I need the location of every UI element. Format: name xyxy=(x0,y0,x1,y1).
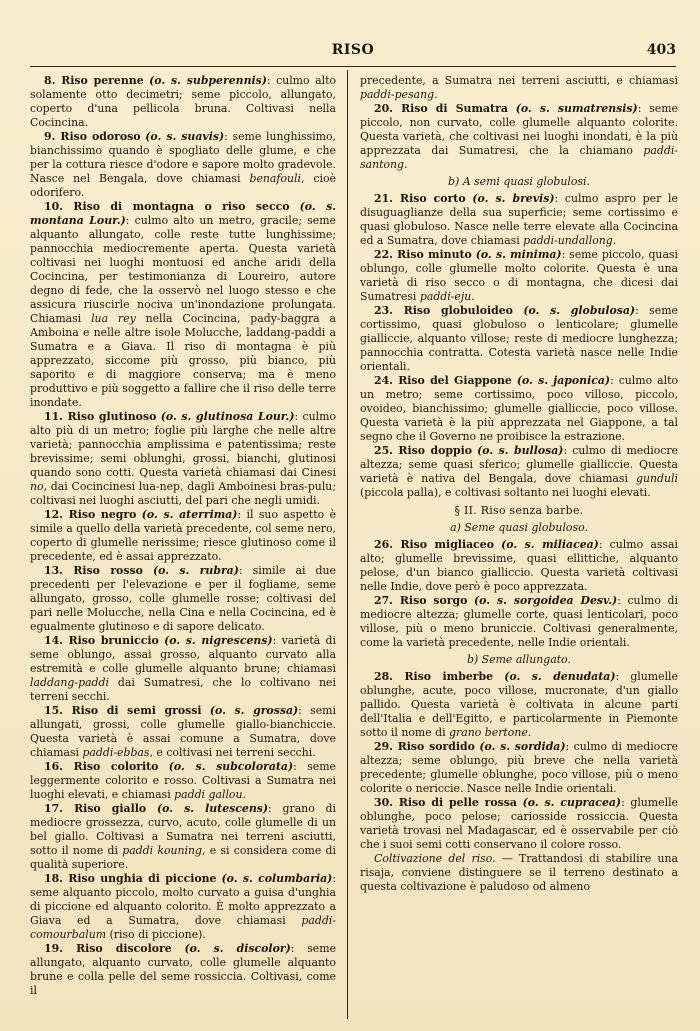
variety-name: 28. Riso imberbe xyxy=(374,670,494,683)
entry-text: : seme alquanto piccolo, molto curvato a guisa d'unghia di piccione ed alquanto colorito. È molto apprezzato a Giava ed a Sumatra, dove chiamasi xyxy=(30,872,336,927)
local-name: paddi-comourbalum xyxy=(30,914,336,941)
variety-name: 11. Riso glutinoso xyxy=(44,410,157,423)
local-name: paddi-santong xyxy=(360,144,678,171)
subsection-heading: b) A semi quasi globulosi. xyxy=(448,175,590,188)
left-column xyxy=(30,74,336,998)
entry-text: : culmo di mediocre altezza; seme oblungo, più breve che nella varietà precedente; glumelle oblunghe, poco villose, più o meno colorite o nericcie. Nasce nelle Indie orientali. xyxy=(360,740,678,795)
variety-name: 26. Riso migliaceo xyxy=(374,538,494,551)
scientific-name: (o. s. bullosa) xyxy=(477,444,564,457)
entry-text: : seme cortissimo, quasi globuloso o lenticolare; glumelle gialliccie, alquanto villose; reste di mediocre lunghezza; pannocchia contratta. Cotesta varietà nasce nelle Indie orientali. xyxy=(360,304,678,373)
column-divider xyxy=(347,70,348,1019)
scientific-name: (o. s. montana Lour.) xyxy=(30,200,336,227)
local-name: paddi-eju xyxy=(419,290,472,303)
local-name: lua rey xyxy=(91,312,136,325)
local-name: no xyxy=(30,480,44,493)
local-name: paddi kouning xyxy=(122,844,203,857)
variety-name: 24. Riso del Giappone xyxy=(374,374,512,387)
scientific-name: (o. s. cupracea) xyxy=(522,796,622,809)
local-name: benafouli xyxy=(249,172,301,185)
variety-entry xyxy=(360,102,678,172)
variety-entry xyxy=(30,508,336,564)
entry-text-tail: dai Sumatresi, che lo coltivano nei terreni secchi. xyxy=(30,676,336,703)
variety-name: 13. Riso rosso xyxy=(44,564,143,577)
scientific-name: (o. s. aterrima) xyxy=(141,508,238,521)
subsection-heading: b) Seme allungato. xyxy=(467,653,571,666)
variety-name: 16. Riso colorito xyxy=(44,760,159,773)
variety-entry xyxy=(360,304,678,374)
entry-text-tail: . xyxy=(612,234,617,247)
local-name: paddi-undallong xyxy=(523,234,613,247)
entry-text: : seme lunghissimo, bianchissimo quando è spogliato delle glume, e che per la cottura riesce d'odore e sapore molto gradevole. Nasce nel Bengala, dove chiamasi xyxy=(30,130,336,185)
entry-text: : semi allungati, grossi, colle glumelle giallo-bianchiccie. Questa varietà è assai comune a Sumatra, dove chiamasi xyxy=(30,704,336,759)
entry-text: : culmo alto più di un metro; foglie più larghe che nelle altre varietà; pannocchia amplissima e patentissima; reste brevissime; semi oblunghi, grossi, bianchi, glutinosi quando sono cotti. Questa varietà chiamasi dai Cinesi xyxy=(30,410,336,479)
variety-entry xyxy=(30,942,336,998)
variety-name: 30. Riso di pelle rossa xyxy=(374,796,517,809)
variety-name: 21. Riso corto xyxy=(374,192,466,205)
variety-entry xyxy=(360,248,678,304)
variety-name: 20. Riso di Sumatra xyxy=(374,102,508,115)
entry-text: : simile ai due precedenti per l'elevazione e per il fogliame, seme allungato, grosso, colle glumelle rosse; coltivasi del pari nelle Molucche, nella Cina e nella Cocincina, ed è egualmente glutinoso e di sapore delicato. xyxy=(30,564,336,633)
right-column xyxy=(360,74,678,894)
local-name: laddang-paddi xyxy=(30,676,109,689)
variety-entry xyxy=(30,802,336,872)
variety-name: 25. Riso doppio xyxy=(374,444,472,457)
entry-text-tail: , cioè odorifero. xyxy=(30,172,336,199)
scientific-name: (o. s. glutinosa Lour.) xyxy=(160,410,295,423)
variety-entry xyxy=(30,634,336,704)
scientific-name: (o. s. miliacea) xyxy=(501,538,599,551)
entry-text-tail: , dai Cocincinesi lua-nep, dagli Amboinesi bras-pulu; coltivasi nei luoghi asciutti, del pari che negli umidi. xyxy=(30,480,336,507)
entry-text: : glumelle oblunghe, poco pelose; cariosside rossiccia. Questa varietà trovasi nel Madagascar, ed è osservabile per ciò che i suoi semi cotti conservano il colore rosso. xyxy=(360,796,678,851)
scientific-name: (o. s. minima) xyxy=(475,248,562,261)
variety-entry xyxy=(360,538,678,594)
variety-name: 12. Riso negro xyxy=(44,508,137,521)
variety-name: 27. Riso sorgo xyxy=(374,594,468,607)
scientific-name: (o. s. columbaria) xyxy=(221,872,333,885)
entry-text: : culmo alto un metro, gracile; seme alquanto allungato, colle reste tutte lunghissime; pannocchia mediocremente aperta. Questa varietà coltivasi nei luoghi montuosi ed anche aridi della Cocincina, per testimonianza di Loureiro, autore degno di fede, che la osservò nel luogo stesso e che assicura riuscirle nociva un'inondazione prolungata. Chiamasi xyxy=(30,214,336,325)
variety-name: 9. Riso odoroso xyxy=(44,130,141,143)
entry-text: precedente, a Sumatra nei terreni asciutti, e chiamasi xyxy=(360,74,678,87)
entry-text-tail: . xyxy=(471,290,475,303)
scientific-name: (o. s. discolor) xyxy=(184,942,291,955)
entry-text: : seme piccolo, quasi oblungo, colle glumelle molto colorite. Questa è una varietà di riso secco o di montagna, che dicesi dai Sumatresi xyxy=(360,248,679,303)
variety-entry xyxy=(360,74,678,102)
scientific-name: (o. s. globulosa) xyxy=(523,304,636,317)
variety-entry xyxy=(360,444,678,500)
entry-text-tail: . xyxy=(434,88,438,101)
variety-entry xyxy=(360,852,678,894)
variety-name: 8. Riso perenne xyxy=(44,74,144,87)
entry-text-tail: . xyxy=(527,726,532,739)
scientific-name: (o. s. rubra) xyxy=(152,564,239,577)
entry-text: : varietà di seme oblungo, assai grosso, alquanto curvato alla estremità e colle glumelle alquanto brune; chiamasi xyxy=(30,634,336,675)
variety-name: 29. Riso sordido xyxy=(374,740,475,753)
variety-name: 15. Riso di semi grossi xyxy=(44,704,202,717)
entry-text: : glumelle oblunghe, acute, poco villose, mucronate, d'un giallo pallido. Questa varietà è coltivata in alcune parti dell'Italia e dell'Egitto, e particolarmente in Piemonte sotto il nome di xyxy=(360,670,678,739)
entry-text: : seme allungato, alquanto curvato, colle glumelle alquanto brune e colla pelle del seme rossiccia. Coltivasi, come il xyxy=(30,942,337,997)
entry-text: : il suo aspetto è simile a quello della varietà precedente, col seme nero, coperto di glumelle nerissime; riesce glutinoso come il precedente, ed è assai apprezzato. xyxy=(30,508,336,563)
scientific-name: (o. s. suavis) xyxy=(145,130,225,143)
variety-entry xyxy=(360,740,678,796)
entry-text-tail: , e si considera come di qualità superiore. xyxy=(30,844,336,871)
paragraph-heading: Coltivazione del riso. xyxy=(374,852,496,865)
scientific-name: (o. s. denudata) xyxy=(504,670,616,683)
variety-entry xyxy=(360,374,678,444)
scientific-name: (o. s. sordida) xyxy=(479,740,566,753)
scientific-name: (o. s. brevis) xyxy=(472,192,555,205)
scientific-name: (o. s. grossa) xyxy=(209,704,299,717)
variety-name: 19. Riso discolore xyxy=(44,942,172,955)
entry-text: : culmo di mediocre altezza; glumelle corte, quasi lenticolari, poco villose, più o meno bruniccie. Coltivasi generalmente, come la varietà precedente, nelle Indie orientali. xyxy=(360,594,678,649)
section-heading: § II. Riso senza barbe. xyxy=(454,504,584,517)
variety-name: 22. Riso minuto xyxy=(374,248,472,261)
entry-text-tail: . xyxy=(242,788,246,801)
variety-entry xyxy=(360,192,678,248)
variety-entry xyxy=(30,74,336,130)
local-name: gunduli xyxy=(636,472,678,485)
running-header xyxy=(30,42,676,66)
header-rule xyxy=(30,66,676,67)
entry-text: : seme piccolo, non curvato, colle glumelle alquanto colorite. Questa varietà, che coltivasi nei luoghi inondati, è la più apprezzata dai Sumatresi, che la chiamano xyxy=(360,102,678,157)
entry-text: : culmo alto solamente otto decimetri; seme piccolo, allungato, coperto d'una pellicola bruna. Coltivasi nella Cocincina. xyxy=(30,74,336,129)
entry-text: : culmo aspro per le disuguaglianze della sua superficie; seme cortissimo e quasi globuloso. Nasce nelle terre elevate alla Cocincina ed a Sumatra, dove chiamasi xyxy=(360,192,678,247)
local-name: paddi gallou xyxy=(174,788,243,801)
entry-text-tail: . xyxy=(404,158,408,171)
entry-text: : grano di mediocre grossezza, curvo, acuto, colle glumelle di un bel giallo. Coltivasi a Sumatra nei terreni asciutti, sotto il nome di xyxy=(30,802,337,857)
variety-entry xyxy=(30,760,336,802)
scientific-name: (o. s. sumatrensis) xyxy=(515,102,638,115)
scientific-name: (o. s. sorgoidea Desv.) xyxy=(474,594,618,607)
entry-text: : culmo alto un metro; seme cortissimo, poco villoso, piccolo, ovoideo, bianchissimo; glumelle gialliccie, poco villose. Questa varietà è la più apprezzata nel Giappone, a tal segno che il Governo ne proibisce la estrazione. xyxy=(360,374,679,443)
variety-entry xyxy=(30,872,336,942)
entry-text-tail: (riso di piccione). xyxy=(106,928,206,941)
variety-name: 10. Riso di montagna o riso secco xyxy=(44,200,290,213)
variety-entry xyxy=(360,594,678,650)
entry-text-tail: , e coltivasi nei terreni secchi. xyxy=(149,746,316,759)
scientific-name: (o. s. subperennis) xyxy=(149,74,267,87)
entry-text: : seme leggermente colorito e rosso. Coltivasi a Sumatra nei luoghi elevati, e chiamasi xyxy=(30,760,336,801)
variety-entry xyxy=(30,564,336,634)
variety-entry xyxy=(30,130,336,200)
scientific-name: (o. s. subcolorata) xyxy=(168,760,294,773)
scientific-name: (o. s. lutescens) xyxy=(156,802,269,815)
variety-name: 14. Riso bruniccio xyxy=(44,634,159,647)
variety-entry xyxy=(360,670,678,740)
variety-name: 23. Riso globuloideo xyxy=(374,304,513,317)
local-name: paddi-ebbas xyxy=(82,746,150,759)
variety-entry xyxy=(30,410,336,508)
entry-text-tail: (piccola palla), e coltivasi soltanto nei luoghi elevati. xyxy=(360,486,651,499)
page-title: RISO xyxy=(331,42,375,58)
variety-name: 18. Riso unghia di piccione xyxy=(44,872,217,885)
variety-entry xyxy=(30,200,336,410)
entry-text: : culmo di mediocre altezza; seme quasi sferico; glumelle gialliccie. Questa varietà è nativa del Bengala, dove chiamasi xyxy=(360,444,678,485)
page-number: 403 xyxy=(646,42,676,58)
local-name: grano bertone xyxy=(449,726,528,739)
scientific-name: (o. s. nigrescens) xyxy=(164,634,273,647)
entry-text: — Trattandosi di stabilire una risaja, conviene distinguere se il terreno destinato a questa coltivazione è paludoso od almeno xyxy=(360,852,678,893)
entry-text: : culmo assai alto; glumelle brevissime, quasi ellittiche, alquanto pelose, d'un bianco gialliccio. Questa varietà coltivasi nelle Indie, dove però è poco apprezzata. xyxy=(360,538,678,593)
subsection-heading: a) Seme quasi globuloso. xyxy=(450,521,588,534)
variety-entry xyxy=(360,796,678,852)
variety-entry xyxy=(30,704,336,760)
variety-name: 17. Riso giallo xyxy=(44,802,147,815)
scientific-name: (o. s. japonica) xyxy=(516,374,611,387)
entry-text-tail: nella Cocincina, pady-baggra a Amboina e nelle altre isole Molucche, laddang-paddi a Sumatra e a Giava. Il riso di montagna è più apprezzato, siccome più grosso, più bianco, più saporito e di maggiore conserva; ma è meno produttivo e più soggetto a fallire che il riso delle terre inondate. xyxy=(30,312,336,409)
local-name: paddi-pesang xyxy=(360,88,435,101)
